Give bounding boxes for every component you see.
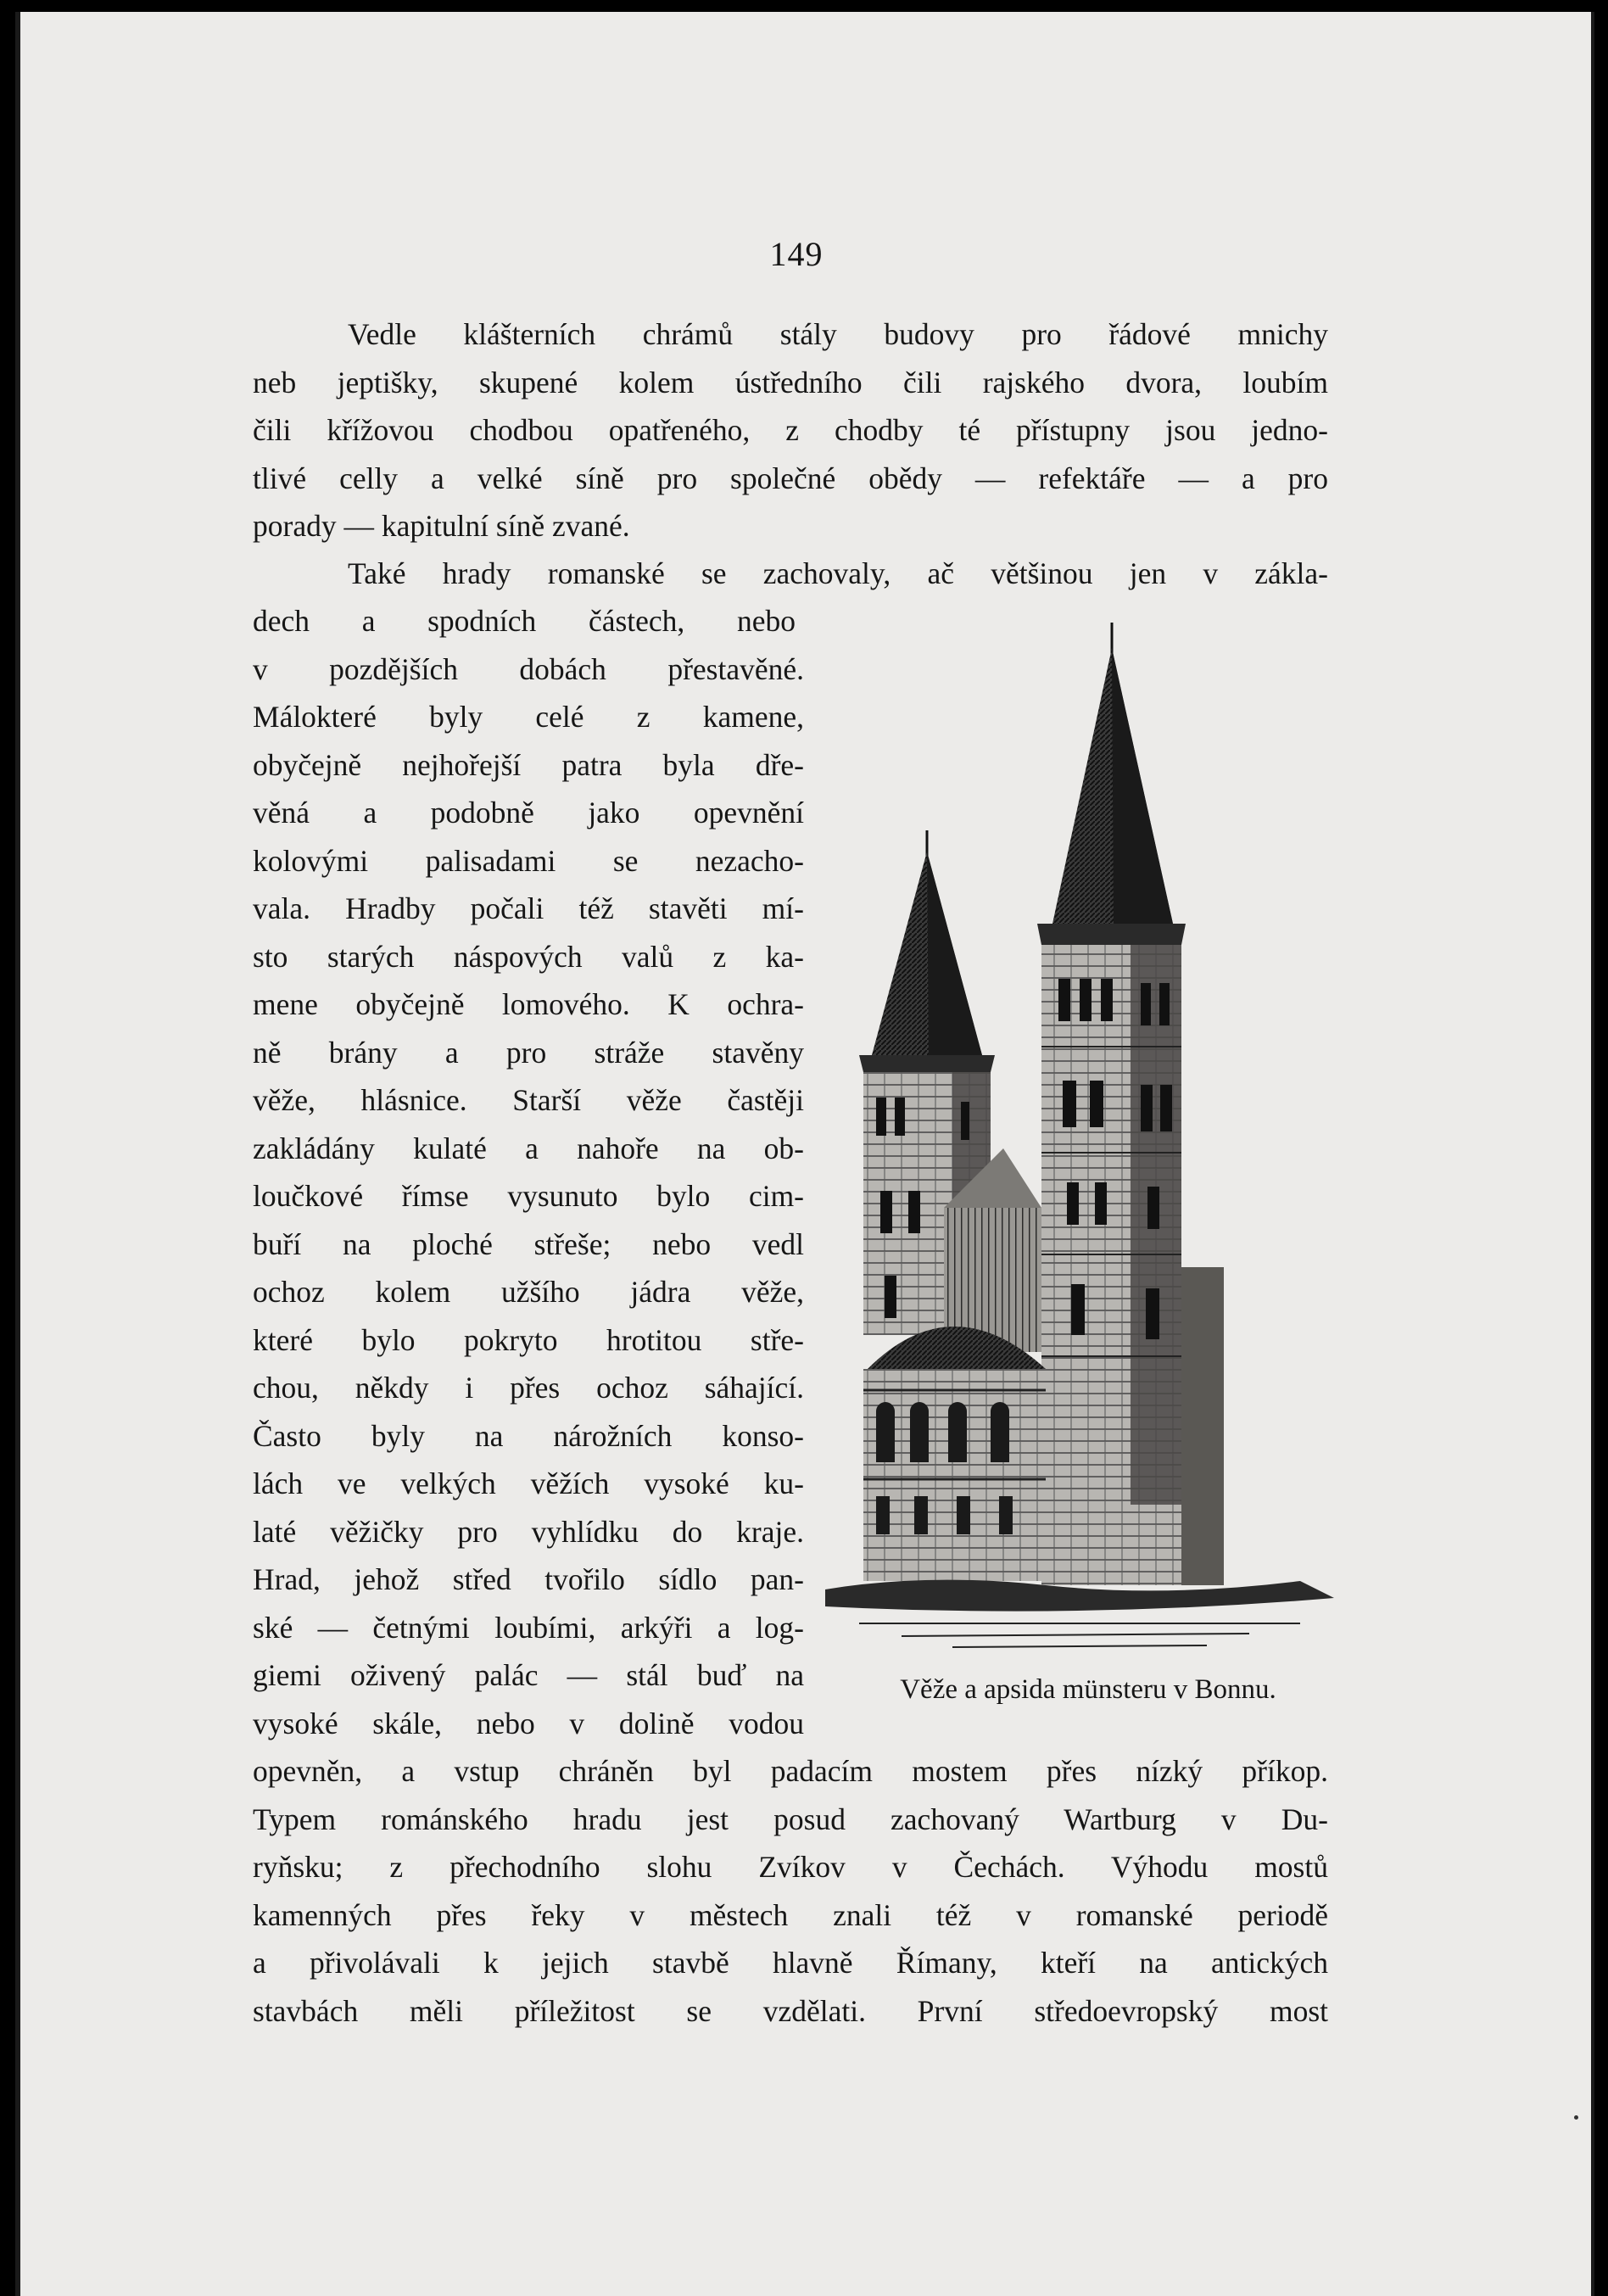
text-line: porady — kapitulní síně zvané. xyxy=(253,509,630,543)
text-line: Typem románského hradu jest posud zachovaný Wartburg v Du- xyxy=(253,1802,1328,1836)
text-line: vysoké skále, nebo v dolině vodou xyxy=(253,1706,804,1740)
page-number: 149 xyxy=(769,235,824,273)
left-page-edge xyxy=(15,12,20,2296)
text-line: Často byly na nárožních konso- xyxy=(253,1418,804,1453)
text-line: věže, hlásnice. Starší věže častěji xyxy=(253,1083,804,1117)
scan-speck xyxy=(1574,2115,1578,2120)
text-line: sto starých náspových valů z ka- xyxy=(253,939,804,974)
text-line: lách ve velkých věžích vysoké ku- xyxy=(253,1466,804,1500)
paragraph-1 xyxy=(253,310,1328,550)
text-line: zakládány kulaté a nahoře na ob- xyxy=(253,1131,804,1165)
text-line: vala. Hradby počali též stavěti mí- xyxy=(253,891,804,925)
text-line: a přivolávali k jejich stavbě hlavně Římany, kteří na antických xyxy=(253,1946,1328,1980)
text-line: chou, někdy i přes ochoz sáhající. xyxy=(253,1371,804,1405)
text-line: Také hrady romanské se zachovaly, ač většinou jen v zákla- xyxy=(348,556,1328,590)
text-line: ryňsku; z přechodního slohu Zvíkov v Čechách. Výhodu mostů xyxy=(253,1850,1328,1884)
text-line: neb jeptišky, skupené kolem ústředního čili rajského dvora, loubím xyxy=(253,365,1328,399)
text-line: giemi oživený palác — stál buď na xyxy=(253,1658,804,1692)
text-line: Vedle klášterních chrámů stály budovy pro řádové mnichy xyxy=(348,317,1328,351)
text-line: které bylo pokryto hrotitou stře- xyxy=(253,1322,804,1357)
text-line: ochoz kolem užšího jádra věže, xyxy=(253,1275,804,1309)
text-line: ské — četnými loubími, arkýři a log- xyxy=(253,1610,804,1645)
scanned-page xyxy=(15,12,1594,2296)
text-line: opevněn, a vstup chráněn byl padacím mostem přes nízký příkop. xyxy=(253,1754,1328,1788)
wrapped-text-column xyxy=(253,597,804,1747)
text-line: v pozdějších dobách přestavěné. xyxy=(253,651,804,686)
text-line: ně brány a pro stráže stavěny xyxy=(253,1035,804,1070)
paragraph-2-continuation xyxy=(253,1747,1328,2035)
text-line: laté věžičky pro vyhlídku do kraje. xyxy=(253,1514,804,1549)
paragraph-2-intro xyxy=(253,550,1328,598)
text-line: loučkové římse vysunuto bylo cim- xyxy=(253,1179,804,1213)
text-line: čili křížovou chodbou opatřeného, z chodby té přístupny jsou jedno- xyxy=(253,413,1328,447)
text-line: stavbách měli příležitost se vzdělati. První středoevropský most xyxy=(253,1993,1328,2028)
right-page-edge xyxy=(1591,12,1594,2296)
text-line: mene obyčejně lomového. K ochra- xyxy=(253,987,804,1021)
text-line: věná a podobně jako opevnění xyxy=(253,796,804,830)
text-line: dech a spodních částech, nebo xyxy=(253,604,796,638)
text-line: kolovými palisadami se nezacho- xyxy=(253,843,804,878)
text-line: Hrad, jehož střed tvořilo sídlo pan- xyxy=(253,1562,804,1596)
text-line: kamenných přes řeky v městech znali též v romanské periodě xyxy=(253,1897,1328,1932)
text-line: tlivé celly a velké síně pro společné obědy — refektáře — a pro xyxy=(253,461,1328,495)
text-line: obyčejně nejhořejší patra byla dře- xyxy=(253,747,804,782)
text-line: Málokteré byly celé z kamene, xyxy=(253,700,804,734)
minster-illustration xyxy=(825,623,1334,1666)
text-line: buří na ploché střeše; nebo vedl xyxy=(253,1226,804,1261)
illustration-caption: Věže a apsida münsteru v Bonnu. xyxy=(900,1674,1276,1705)
